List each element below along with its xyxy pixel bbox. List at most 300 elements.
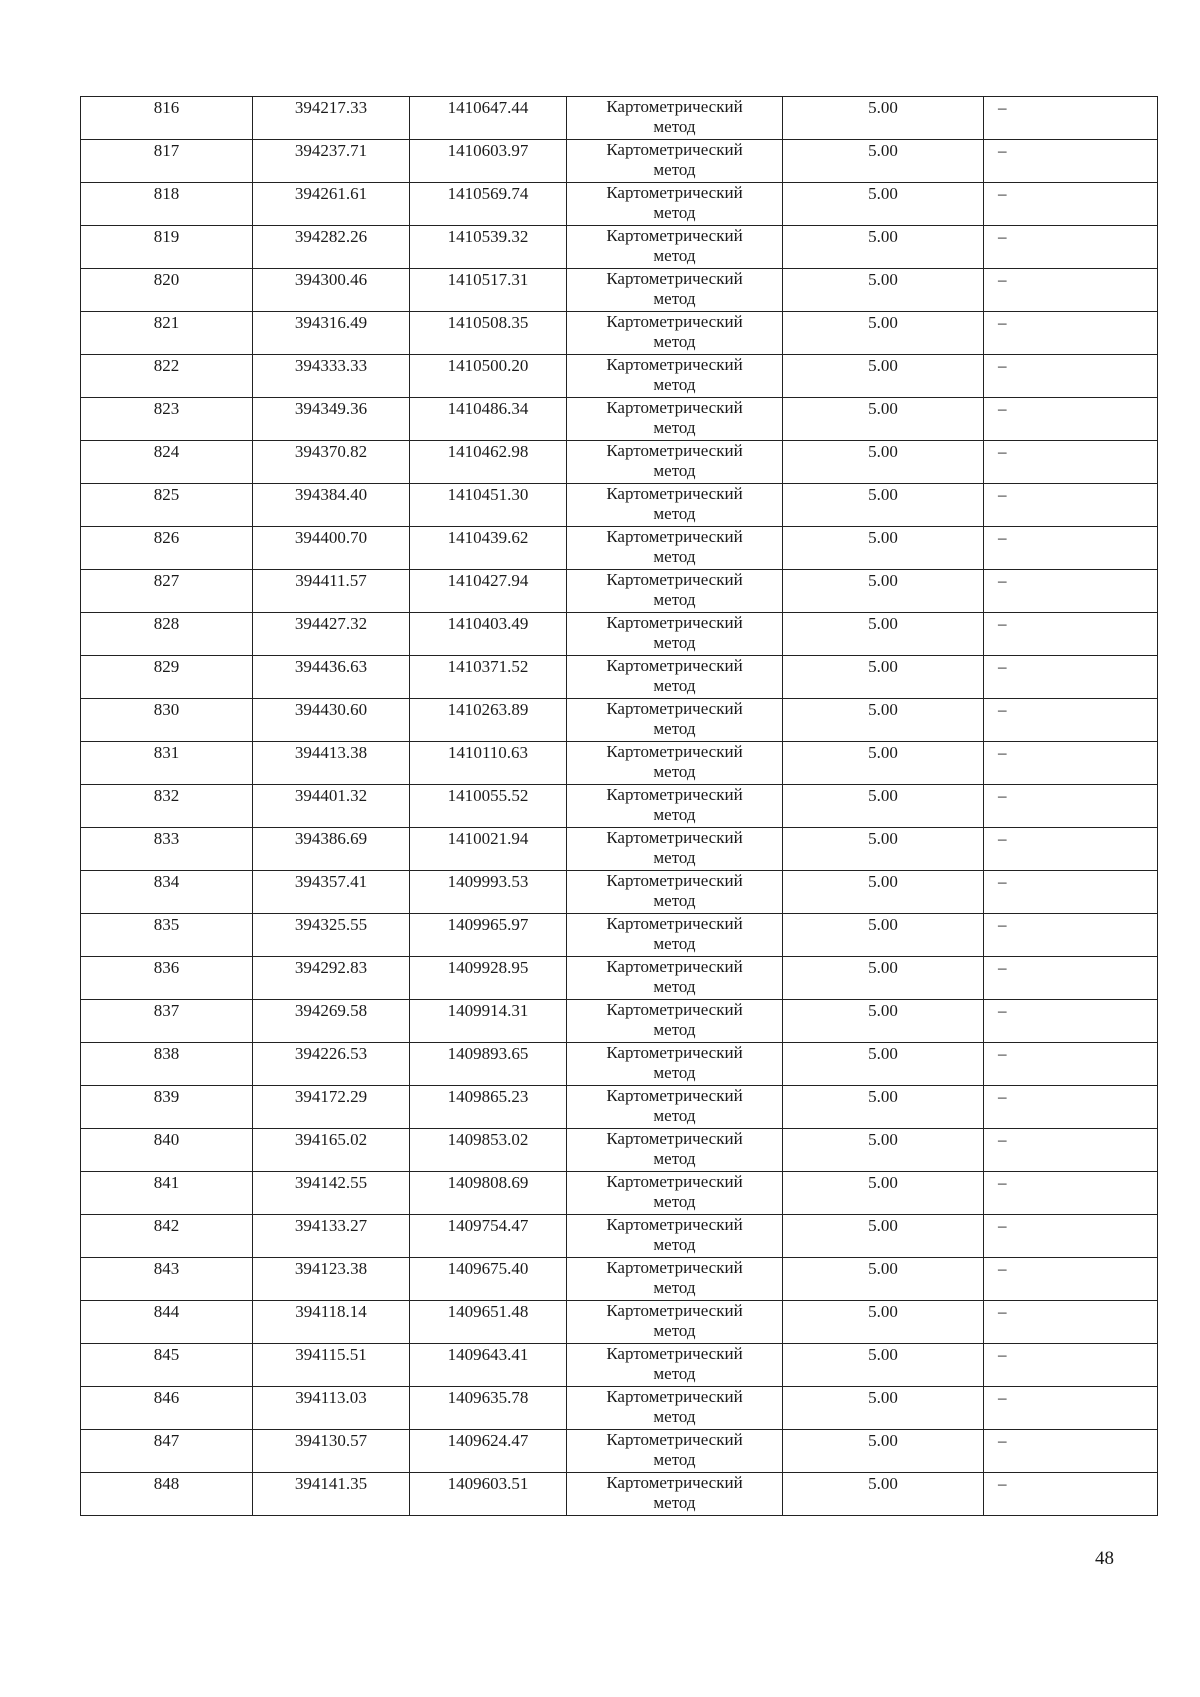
point-number-cell: 835 [81, 914, 253, 957]
method-line-1: Картометрический [606, 1258, 743, 1277]
table-row [81, 828, 1158, 871]
method-line-2: метод [653, 676, 696, 695]
method-line-2: метод [653, 1149, 696, 1168]
precision-cell: 5.00 [783, 914, 984, 957]
method-cell [567, 140, 783, 183]
x-coordinate-cell: 394292.83 [253, 957, 410, 1000]
method-cell [567, 1043, 783, 1086]
method-cell [567, 1430, 783, 1473]
method-line-2: метод [653, 590, 696, 609]
precision-cell: 5.00 [783, 1215, 984, 1258]
x-coordinate-cell: 394357.41 [253, 871, 410, 914]
method-cell [567, 527, 783, 570]
point-number-cell: 848 [81, 1473, 253, 1516]
table-row [81, 570, 1158, 613]
method-line-1: Картометрический [606, 1043, 743, 1062]
method-cell [567, 441, 783, 484]
precision-cell: 5.00 [783, 398, 984, 441]
method-line-1: Картометрический [606, 1172, 743, 1191]
method-cell [567, 613, 783, 656]
precision-cell: 5.00 [783, 570, 984, 613]
x-coordinate-cell: 394384.40 [253, 484, 410, 527]
y-coordinate-cell: 1410371.52 [410, 656, 567, 699]
method-line-1: Картометрический [606, 398, 743, 417]
precision-cell: 5.00 [783, 1344, 984, 1387]
method-cell [567, 742, 783, 785]
table-row [81, 1430, 1158, 1473]
table-row [81, 785, 1158, 828]
table-row [81, 1172, 1158, 1215]
y-coordinate-cell: 1410486.34 [410, 398, 567, 441]
x-coordinate-cell: 394325.55 [253, 914, 410, 957]
note-cell: – [984, 1129, 1158, 1172]
table-row [81, 957, 1158, 1000]
point-number-cell: 846 [81, 1387, 253, 1430]
method-line-1: Картометрический [606, 1301, 743, 1320]
x-coordinate-cell: 394123.38 [253, 1258, 410, 1301]
point-number-cell: 834 [81, 871, 253, 914]
method-line-1: Картометрический [606, 484, 743, 503]
y-coordinate-cell: 1409965.97 [410, 914, 567, 957]
table-row [81, 1129, 1158, 1172]
method-line-2: метод [653, 418, 696, 437]
note-cell: – [984, 1172, 1158, 1215]
precision-cell: 5.00 [783, 1000, 984, 1043]
method-line-2: метод [653, 1450, 696, 1469]
x-coordinate-cell: 394226.53 [253, 1043, 410, 1086]
point-number-cell: 836 [81, 957, 253, 1000]
note-cell: – [984, 398, 1158, 441]
table-row [81, 1344, 1158, 1387]
x-coordinate-cell: 394217.33 [253, 97, 410, 140]
note-cell: – [984, 527, 1158, 570]
point-number-cell: 831 [81, 742, 253, 785]
method-line-1: Картометрический [606, 570, 743, 589]
y-coordinate-cell: 1410451.30 [410, 484, 567, 527]
method-line-1: Картометрический [606, 785, 743, 804]
y-coordinate-cell: 1409928.95 [410, 957, 567, 1000]
precision-cell: 5.00 [783, 699, 984, 742]
y-coordinate-cell: 1409865.23 [410, 1086, 567, 1129]
method-line-1: Картометрический [606, 312, 743, 331]
coordinates-table-body [81, 97, 1158, 1516]
point-number-cell: 818 [81, 183, 253, 226]
table-row [81, 1258, 1158, 1301]
point-number-cell: 828 [81, 613, 253, 656]
note-cell: – [984, 742, 1158, 785]
y-coordinate-cell: 1409635.78 [410, 1387, 567, 1430]
x-coordinate-cell: 394133.27 [253, 1215, 410, 1258]
table-row [81, 484, 1158, 527]
precision-cell: 5.00 [783, 312, 984, 355]
note-cell: – [984, 1215, 1158, 1258]
precision-cell: 5.00 [783, 1172, 984, 1215]
method-line-2: метод [653, 1321, 696, 1340]
note-cell: – [984, 1301, 1158, 1344]
precision-cell: 5.00 [783, 1086, 984, 1129]
y-coordinate-cell: 1409624.47 [410, 1430, 567, 1473]
method-cell [567, 183, 783, 226]
point-number-cell: 829 [81, 656, 253, 699]
y-coordinate-cell: 1409853.02 [410, 1129, 567, 1172]
method-line-2: метод [653, 117, 696, 136]
method-line-1: Картометрический [606, 441, 743, 460]
x-coordinate-cell: 394427.32 [253, 613, 410, 656]
precision-cell: 5.00 [783, 1430, 984, 1473]
point-number-cell: 838 [81, 1043, 253, 1086]
x-coordinate-cell: 394113.03 [253, 1387, 410, 1430]
method-cell [567, 1215, 783, 1258]
note-cell: – [984, 269, 1158, 312]
method-line-2: метод [653, 934, 696, 953]
table-row [81, 312, 1158, 355]
method-line-1: Картометрический [606, 957, 743, 976]
y-coordinate-cell: 1410439.62 [410, 527, 567, 570]
note-cell: – [984, 613, 1158, 656]
y-coordinate-cell: 1410110.63 [410, 742, 567, 785]
table-row [81, 1387, 1158, 1430]
method-line-2: метод [653, 160, 696, 179]
precision-cell: 5.00 [783, 957, 984, 1000]
precision-cell: 5.00 [783, 183, 984, 226]
precision-cell: 5.00 [783, 1043, 984, 1086]
method-cell [567, 312, 783, 355]
method-line-2: метод [653, 633, 696, 652]
method-cell [567, 699, 783, 742]
method-line-1: Картометрический [606, 1344, 743, 1363]
method-line-2: метод [653, 504, 696, 523]
method-cell [567, 1301, 783, 1344]
page-number: 48 [1095, 1548, 1114, 1569]
note-cell: – [984, 1000, 1158, 1043]
method-line-1: Картометрический [606, 527, 743, 546]
point-number-cell: 842 [81, 1215, 253, 1258]
x-coordinate-cell: 394401.32 [253, 785, 410, 828]
method-line-1: Картометрический [606, 183, 743, 202]
note-cell: – [984, 1344, 1158, 1387]
note-cell: – [984, 1086, 1158, 1129]
precision-cell: 5.00 [783, 140, 984, 183]
table-row [81, 398, 1158, 441]
method-line-2: метод [653, 1192, 696, 1211]
method-line-1: Картометрический [606, 613, 743, 632]
table-row [81, 1215, 1158, 1258]
precision-cell: 5.00 [783, 1258, 984, 1301]
x-coordinate-cell: 394237.71 [253, 140, 410, 183]
method-line-2: метод [653, 1020, 696, 1039]
method-line-2: метод [653, 289, 696, 308]
x-coordinate-cell: 394115.51 [253, 1344, 410, 1387]
x-coordinate-cell: 394413.38 [253, 742, 410, 785]
method-line-1: Картометрический [606, 828, 743, 847]
point-number-cell: 824 [81, 441, 253, 484]
method-line-1: Картометрический [606, 656, 743, 675]
y-coordinate-cell: 1409754.47 [410, 1215, 567, 1258]
method-cell [567, 1086, 783, 1129]
point-number-cell: 817 [81, 140, 253, 183]
x-coordinate-cell: 394130.57 [253, 1430, 410, 1473]
x-coordinate-cell: 394142.55 [253, 1172, 410, 1215]
method-cell [567, 1129, 783, 1172]
y-coordinate-cell: 1409893.65 [410, 1043, 567, 1086]
table-row [81, 97, 1158, 140]
point-number-cell: 821 [81, 312, 253, 355]
point-number-cell: 833 [81, 828, 253, 871]
table-row [81, 226, 1158, 269]
method-line-1: Картометрический [606, 1473, 743, 1492]
note-cell: – [984, 140, 1158, 183]
y-coordinate-cell: 1410403.49 [410, 613, 567, 656]
table-row [81, 140, 1158, 183]
method-line-1: Картометрический [606, 742, 743, 761]
method-cell [567, 226, 783, 269]
note-cell: – [984, 656, 1158, 699]
method-line-2: метод [653, 848, 696, 867]
method-line-1: Картометрический [606, 140, 743, 159]
method-line-2: метод [653, 805, 696, 824]
table-row [81, 1086, 1158, 1129]
table-row [81, 656, 1158, 699]
method-line-1: Картометрический [606, 1430, 743, 1449]
method-line-1: Картометрический [606, 226, 743, 245]
table-row [81, 355, 1158, 398]
note-cell: – [984, 484, 1158, 527]
method-cell [567, 1387, 783, 1430]
method-line-2: метод [653, 1493, 696, 1512]
y-coordinate-cell: 1409993.53 [410, 871, 567, 914]
x-coordinate-cell: 394141.35 [253, 1473, 410, 1516]
note-cell: – [984, 914, 1158, 957]
table-row [81, 1473, 1158, 1516]
x-coordinate-cell: 394118.14 [253, 1301, 410, 1344]
point-number-cell: 820 [81, 269, 253, 312]
y-coordinate-cell: 1410055.52 [410, 785, 567, 828]
method-line-2: метод [653, 1407, 696, 1426]
x-coordinate-cell: 394165.02 [253, 1129, 410, 1172]
note-cell: – [984, 785, 1158, 828]
point-number-cell: 839 [81, 1086, 253, 1129]
precision-cell: 5.00 [783, 441, 984, 484]
method-line-2: метод [653, 762, 696, 781]
precision-cell: 5.00 [783, 613, 984, 656]
table-row [81, 441, 1158, 484]
x-coordinate-cell: 394261.61 [253, 183, 410, 226]
x-coordinate-cell: 394282.26 [253, 226, 410, 269]
method-cell [567, 570, 783, 613]
precision-cell: 5.00 [783, 871, 984, 914]
method-line-1: Картометрический [606, 1129, 743, 1148]
method-cell [567, 656, 783, 699]
note-cell: – [984, 1430, 1158, 1473]
note-cell: – [984, 1258, 1158, 1301]
table-row [81, 1301, 1158, 1344]
y-coordinate-cell: 1410263.89 [410, 699, 567, 742]
method-cell [567, 269, 783, 312]
y-coordinate-cell: 1410021.94 [410, 828, 567, 871]
method-cell [567, 1473, 783, 1516]
point-number-cell: 823 [81, 398, 253, 441]
note-cell: – [984, 1043, 1158, 1086]
x-coordinate-cell: 394386.69 [253, 828, 410, 871]
note-cell: – [984, 1387, 1158, 1430]
precision-cell: 5.00 [783, 828, 984, 871]
method-line-1: Картометрический [606, 97, 743, 116]
x-coordinate-cell: 394300.46 [253, 269, 410, 312]
method-line-2: метод [653, 203, 696, 222]
note-cell: – [984, 570, 1158, 613]
precision-cell: 5.00 [783, 785, 984, 828]
y-coordinate-cell: 1409675.40 [410, 1258, 567, 1301]
x-coordinate-cell: 394316.49 [253, 312, 410, 355]
point-number-cell: 830 [81, 699, 253, 742]
point-number-cell: 822 [81, 355, 253, 398]
x-coordinate-cell: 394436.63 [253, 656, 410, 699]
x-coordinate-cell: 394172.29 [253, 1086, 410, 1129]
precision-cell: 5.00 [783, 1129, 984, 1172]
point-number-cell: 840 [81, 1129, 253, 1172]
x-coordinate-cell: 394269.58 [253, 1000, 410, 1043]
point-number-cell: 827 [81, 570, 253, 613]
method-line-2: метод [653, 1278, 696, 1297]
note-cell: – [984, 699, 1158, 742]
x-coordinate-cell: 394370.82 [253, 441, 410, 484]
point-number-cell: 845 [81, 1344, 253, 1387]
precision-cell: 5.00 [783, 1473, 984, 1516]
precision-cell: 5.00 [783, 742, 984, 785]
x-coordinate-cell: 394400.70 [253, 527, 410, 570]
method-line-1: Картометрический [606, 914, 743, 933]
point-number-cell: 832 [81, 785, 253, 828]
method-line-2: метод [653, 547, 696, 566]
method-line-1: Картометрический [606, 355, 743, 374]
table-row [81, 914, 1158, 957]
table-row [81, 1000, 1158, 1043]
table-row [81, 699, 1158, 742]
y-coordinate-cell: 1410539.32 [410, 226, 567, 269]
method-cell [567, 97, 783, 140]
precision-cell: 5.00 [783, 269, 984, 312]
point-number-cell: 825 [81, 484, 253, 527]
y-coordinate-cell: 1410517.31 [410, 269, 567, 312]
y-coordinate-cell: 1409914.31 [410, 1000, 567, 1043]
x-coordinate-cell: 394411.57 [253, 570, 410, 613]
note-cell: – [984, 97, 1158, 140]
method-line-1: Картометрический [606, 269, 743, 288]
precision-cell: 5.00 [783, 484, 984, 527]
method-line-2: метод [653, 461, 696, 480]
method-cell [567, 1000, 783, 1043]
y-coordinate-cell: 1410500.20 [410, 355, 567, 398]
precision-cell: 5.00 [783, 1301, 984, 1344]
table-row [81, 527, 1158, 570]
point-number-cell: 843 [81, 1258, 253, 1301]
y-coordinate-cell: 1409603.51 [410, 1473, 567, 1516]
point-number-cell: 841 [81, 1172, 253, 1215]
method-line-2: метод [653, 246, 696, 265]
note-cell: – [984, 312, 1158, 355]
y-coordinate-cell: 1410462.98 [410, 441, 567, 484]
method-cell [567, 957, 783, 1000]
method-line-1: Картометрический [606, 699, 743, 718]
point-number-cell: 826 [81, 527, 253, 570]
method-line-2: метод [653, 891, 696, 910]
method-line-2: метод [653, 719, 696, 738]
note-cell: – [984, 871, 1158, 914]
y-coordinate-cell: 1410647.44 [410, 97, 567, 140]
table-row [81, 871, 1158, 914]
precision-cell: 5.00 [783, 355, 984, 398]
y-coordinate-cell: 1409651.48 [410, 1301, 567, 1344]
method-cell [567, 484, 783, 527]
method-cell [567, 1258, 783, 1301]
method-line-1: Картометрический [606, 1000, 743, 1019]
method-cell [567, 1172, 783, 1215]
precision-cell: 5.00 [783, 656, 984, 699]
precision-cell: 5.00 [783, 97, 984, 140]
method-line-2: метод [653, 1106, 696, 1125]
note-cell: – [984, 183, 1158, 226]
x-coordinate-cell: 394349.36 [253, 398, 410, 441]
table-row [81, 742, 1158, 785]
table-row [81, 269, 1158, 312]
y-coordinate-cell: 1409808.69 [410, 1172, 567, 1215]
table-row [81, 613, 1158, 656]
note-cell: – [984, 828, 1158, 871]
precision-cell: 5.00 [783, 226, 984, 269]
method-line-1: Картометрический [606, 871, 743, 890]
point-number-cell: 819 [81, 226, 253, 269]
method-line-1: Картометрический [606, 1086, 743, 1105]
note-cell: – [984, 957, 1158, 1000]
method-cell [567, 828, 783, 871]
method-line-2: метод [653, 1063, 696, 1082]
method-line-2: метод [653, 375, 696, 394]
y-coordinate-cell: 1410427.94 [410, 570, 567, 613]
method-cell [567, 1344, 783, 1387]
method-cell [567, 355, 783, 398]
method-cell [567, 871, 783, 914]
point-number-cell: 847 [81, 1430, 253, 1473]
point-number-cell: 816 [81, 97, 253, 140]
method-line-1: Картометрический [606, 1215, 743, 1234]
note-cell: – [984, 1473, 1158, 1516]
x-coordinate-cell: 394430.60 [253, 699, 410, 742]
y-coordinate-cell: 1410603.97 [410, 140, 567, 183]
method-cell [567, 398, 783, 441]
y-coordinate-cell: 1410508.35 [410, 312, 567, 355]
method-line-2: метод [653, 1235, 696, 1254]
method-line-2: метод [653, 977, 696, 996]
precision-cell: 5.00 [783, 1387, 984, 1430]
y-coordinate-cell: 1410569.74 [410, 183, 567, 226]
y-coordinate-cell: 1409643.41 [410, 1344, 567, 1387]
coordinates-table [80, 96, 1158, 1516]
table-row [81, 1043, 1158, 1086]
precision-cell: 5.00 [783, 527, 984, 570]
method-cell [567, 785, 783, 828]
note-cell: – [984, 441, 1158, 484]
note-cell: – [984, 226, 1158, 269]
method-line-1: Картометрический [606, 1387, 743, 1406]
x-coordinate-cell: 394333.33 [253, 355, 410, 398]
note-cell: – [984, 355, 1158, 398]
point-number-cell: 844 [81, 1301, 253, 1344]
method-line-2: метод [653, 332, 696, 351]
table-row [81, 183, 1158, 226]
method-cell [567, 914, 783, 957]
method-line-2: метод [653, 1364, 696, 1383]
point-number-cell: 837 [81, 1000, 253, 1043]
